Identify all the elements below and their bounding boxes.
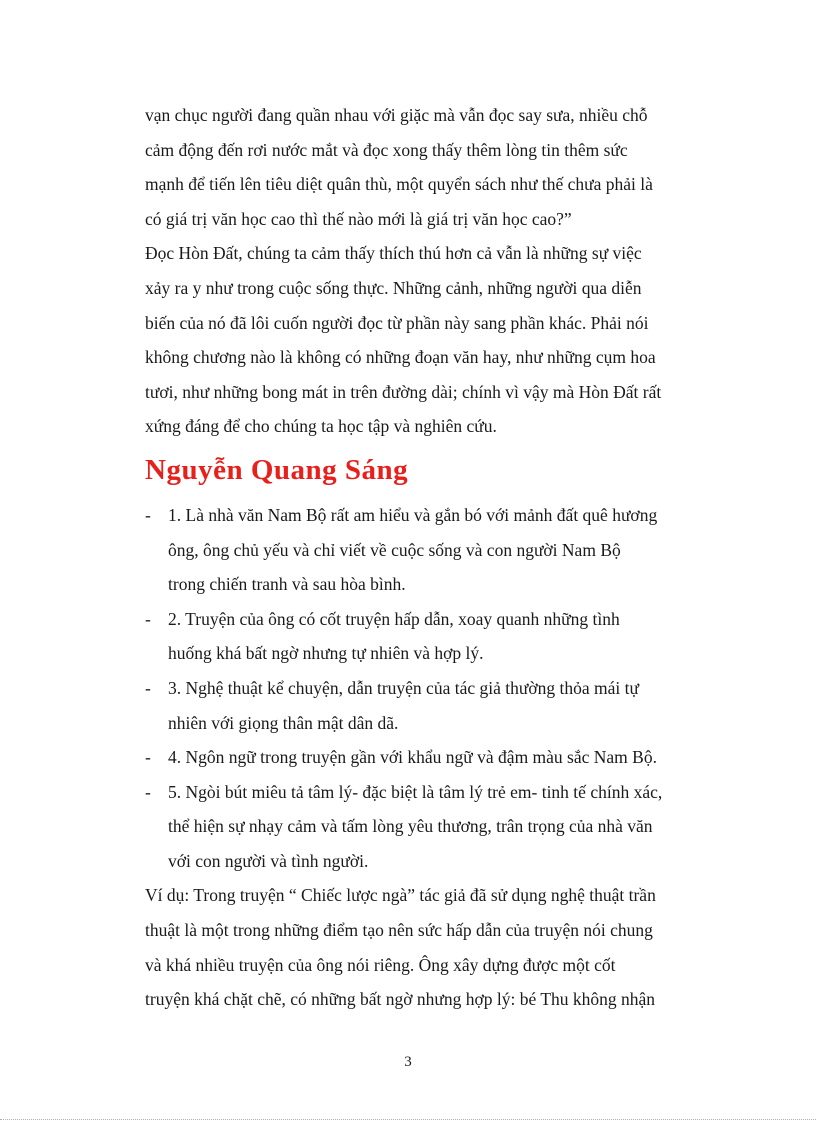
- list-item: [145, 498, 705, 602]
- text-line: Ví dụ: Trong truyện “ Chiếc lược ngà” tác giả đã sử dụng nghệ thuật trần: [145, 885, 656, 906]
- text-line: truyện khá chặt chẽ, có những bất ngờ nhưng hợp lý: bé Thu không nhận: [145, 989, 656, 1010]
- section-heading: Nguyễn Quang Sáng: [145, 453, 409, 486]
- text-line: thuật là một trong những điểm tạo nên sức hấp dẫn của truyện nói chung: [145, 920, 653, 941]
- list-marker: -: [145, 677, 151, 698]
- list-item-line: 5. Ngòi bút miêu tả tâm lý- đặc biệt là tâm lý trẻ em- tinh tế chính xác,: [168, 781, 663, 802]
- text-line: tươi, như những bong mát in trên đường dài; chính vì vậy mà Hòn Đất rất: [145, 381, 662, 402]
- list-item-line: 4. Ngôn ngữ trong truyện gần với khẩu ngữ và đậm màu sắc Nam Bộ.: [168, 747, 657, 768]
- list-item: [145, 775, 705, 879]
- text-line: mạnh để tiến lên tiêu diệt quân thù, một quyển sách như thế chưa phải là: [145, 174, 653, 195]
- text-line: xảy ra y như trong cuộc sống thực. Những cảnh, những người qua diễn: [145, 277, 642, 298]
- list-item-line: nhiên với giọng thân mật dân dã.: [168, 712, 399, 733]
- list-item-line: với con người và tình người.: [168, 850, 369, 871]
- list-item-line: huống khá bất ngờ nhưng tự nhiên và hợp lý.: [168, 643, 484, 664]
- text-line: biến của nó đã lôi cuốn người đọc từ phần này sang phần khác. Phải nói: [145, 312, 649, 333]
- feature-list: [145, 498, 705, 879]
- list-marker: -: [145, 608, 151, 629]
- list-item-line: trong chiến tranh và sau hòa bình.: [168, 574, 406, 595]
- page-number: 3: [404, 1054, 412, 1070]
- text-line: và khá nhiều truyện của ông nói riêng. Ông xây dựng được một cốt: [145, 954, 616, 975]
- list-item: [145, 671, 705, 740]
- text-line: cảm động đến rơi nước mắt và đọc xong thấy thêm lòng tin thêm sức: [145, 139, 628, 160]
- page-content: [145, 98, 705, 1017]
- list-item-line: 3. Nghệ thuật kể chuyện, dẫn truyện của tác giả thường thỏa mái tự: [168, 677, 639, 698]
- list-item-line: 1. Là nhà văn Nam Bộ rất am hiểu và gắn bó với mảnh đất quê hương: [168, 504, 658, 525]
- text-line: vạn chục người đang quần nhau với giặc mà vẫn đọc say sưa, nhiều chỗ: [145, 105, 648, 125]
- list-item: [145, 740, 705, 775]
- text-line: xứng đáng để cho chúng ta học tập và nghiên cứu.: [145, 416, 497, 437]
- list-item-line: thể hiện sự nhạy cảm và tấm lòng yêu thương, trân trọng của nhà văn: [168, 816, 653, 837]
- list-marker: -: [145, 747, 151, 768]
- list-marker: -: [145, 504, 151, 525]
- list-item-line: 2. Truyện của ông có cốt truyện hấp dẫn, xoay quanh những tình: [168, 608, 620, 629]
- list-item-line: ông, ông chủ yếu và chỉ viết về cuộc sống và con người Nam Bộ: [168, 539, 621, 560]
- text-line: có giá trị văn học cao thì thế nào mới là giá trị văn học cao?”: [145, 208, 572, 229]
- list-marker: -: [145, 781, 151, 802]
- text-line: Đọc Hòn Đất, chúng ta cảm thấy thích thú hơn cả vẫn là những sự việc: [145, 243, 642, 264]
- text-line: không chương nào là không có những đoạn văn hay, như những cụm hoa: [145, 347, 656, 368]
- list-item: [145, 602, 705, 671]
- intro-paragraph: [145, 98, 705, 444]
- page-bottom-divider: [0, 1119, 816, 1120]
- example-paragraph: [145, 878, 705, 1016]
